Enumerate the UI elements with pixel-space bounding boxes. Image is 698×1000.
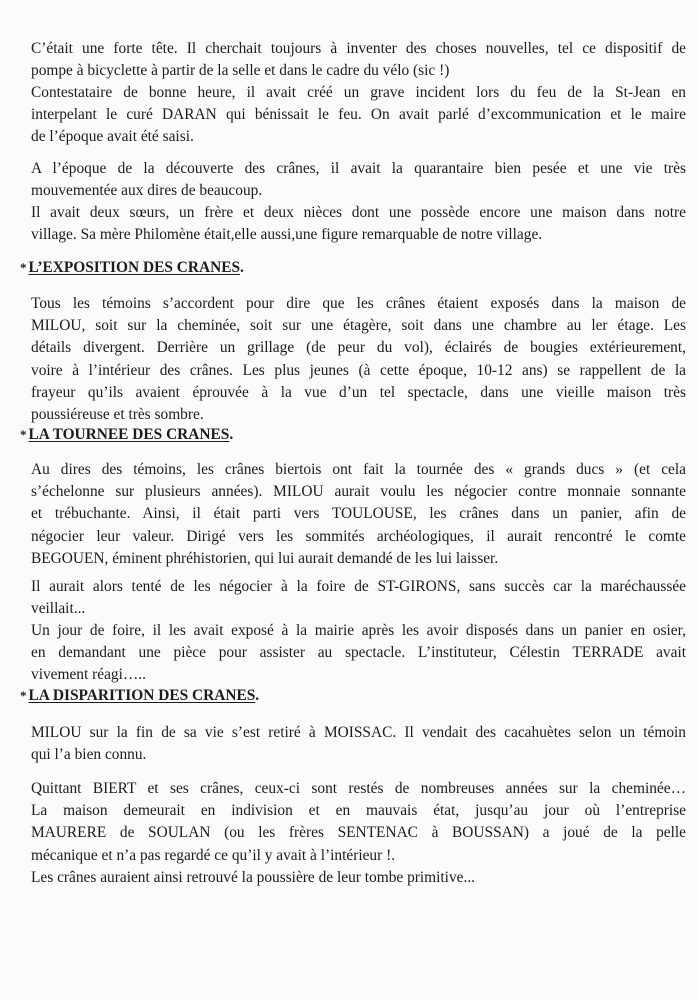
section-heading <box>20 685 259 707</box>
text-line: en demandant une pièce pour assister au spectacle. L’instituteur, Célestin TERRADE avait <box>31 644 686 662</box>
text-line: vivement réagi….. <box>31 666 146 684</box>
text-line: mouvementée aux dires de beaucoup. <box>31 182 263 200</box>
text-line: veillait... <box>31 600 86 618</box>
text-line: interpelant le curé DARAN qui bénissait le feu. On avait parlé d’excommunication et le maire <box>31 106 686 124</box>
text-line: Contestataire de bonne heure, il avait créé un grave incident lors du feu de la St-Jean en <box>31 84 686 101</box>
text-line: frayeur qu’ils avaient éprouvée à la vue d’un tel spectacle, dans une vieille maison très <box>31 383 686 401</box>
text-line: détails divergent. Derrière un grillage (de peur du vol), éclairés de bougies extérieurement, <box>31 339 686 357</box>
paragraph <box>31 778 686 867</box>
text-line: Il avait deux sœurs, un frère et deux nièces dont une possède encore une maison dans notre <box>31 204 686 221</box>
paragraph <box>31 293 686 426</box>
text-line: Les crânes auraient ainsi retrouvé la poussière de leur tombe primitive... <box>31 869 476 886</box>
text-line: mécanique et n’a pas regardé ce qu’il y avait à l’intérieur !. <box>31 846 396 864</box>
text-line: Un jour de foire, il les avait exposé à la mairie après les avoir disposés dans un panier en osier, <box>31 622 686 639</box>
text-line: poussiéreuse et très sombre. <box>31 406 204 424</box>
paragraph <box>31 576 686 620</box>
text-line: MILOU sur la fin de sa vie s’est retiré à MOISSAC. Il vendait des cacahuètes selon un témoin <box>31 724 686 741</box>
text-line: Tous les témoins s’accordent pour dire que les crânes étaient exposés dans la maison de <box>31 295 686 312</box>
asterisk-bullet: * <box>20 427 27 442</box>
text-line: Au dires des témoins, les crânes biertois ont fait la tournée des « grands ducs » (et cela <box>31 461 686 478</box>
section-heading <box>20 257 244 279</box>
section-heading-suffix: . <box>229 426 234 443</box>
paragraph <box>31 459 686 570</box>
asterisk-bullet: * <box>20 260 27 275</box>
section-heading-suffix: . <box>255 687 260 704</box>
text-line: MAURERE de SOULAN (ou les frères SENTENAC à BOUSSAN) a joué de la pelle <box>31 824 686 842</box>
text-line: de l’époque avait été saisi. <box>31 128 194 146</box>
text-line: Quittant BIERT et ses crânes, ceux-ci sont restés de nombreuses années sur la cheminée… <box>31 780 686 797</box>
text-line: A l’époque de la découverte des crânes, il avait la quarantaire bien pesée et une vie très <box>31 160 686 177</box>
text-line: et trébuchante. Ainsi, il était parti vers TOULOUSE, les crânes dans un panier, afin de <box>31 505 686 523</box>
paragraph <box>31 867 686 889</box>
section-heading-text: LA DISPARITION DES CRANES <box>28 687 256 704</box>
text-line: village. Sa mère Philomène était,elle aussi,une figure remarquable de notre village. <box>31 226 543 244</box>
text-line: BEGOUEN, éminent phréhistorien, qui lui aurait demandé de les lui laisser. <box>31 549 499 567</box>
paragraph <box>31 82 686 149</box>
section-heading-text: L’EXPOSITION DES CRANES <box>28 259 241 276</box>
text-line: pompe à bicyclette à partir de la selle et dans le cadre du vélo (sic !) <box>31 62 450 80</box>
text-line: s’échelonne sur plusieurs années). MILOU aurait voulu les négocier contre monnaie sonnante <box>31 483 686 501</box>
section-heading-text: LA TOURNEE DES CRANES <box>28 426 230 443</box>
asterisk-bullet: * <box>20 688 27 703</box>
paragraph <box>31 38 686 82</box>
section-heading-suffix: . <box>240 259 244 276</box>
paragraph <box>31 620 686 687</box>
text-line: négocier leur valeur. Dirigé vers les sommités archéologiques, il aurait rencontré le comte <box>31 527 686 545</box>
text-line: La maison demeurait en indivision et en mauvais état, jusqu’au jour où l’entreprise <box>31 802 686 820</box>
text-line: MILOU, soit sur la cheminée, soit sur une étagère, soit dans une chambre au ler étage. Les <box>31 317 686 335</box>
paragraph <box>31 158 686 202</box>
section-heading <box>20 424 233 446</box>
text-line: C’était une forte tête. Il cherchait toujours à inventer des choses nouvelles, tel ce dispositif de <box>31 40 686 57</box>
text-line: voire à l’intérieur des crânes. Les plus jeunes (à cette époque, 10-12 ans) se rappellent de la <box>31 361 686 379</box>
paragraph <box>31 722 686 766</box>
text-line: qui l’a bien connu. <box>31 746 147 764</box>
text-line: Il aurait alors tenté de les négocier à la foire de ST-GIRONS, sans succès car la maréchaussée <box>31 578 686 595</box>
paragraph <box>31 202 686 246</box>
